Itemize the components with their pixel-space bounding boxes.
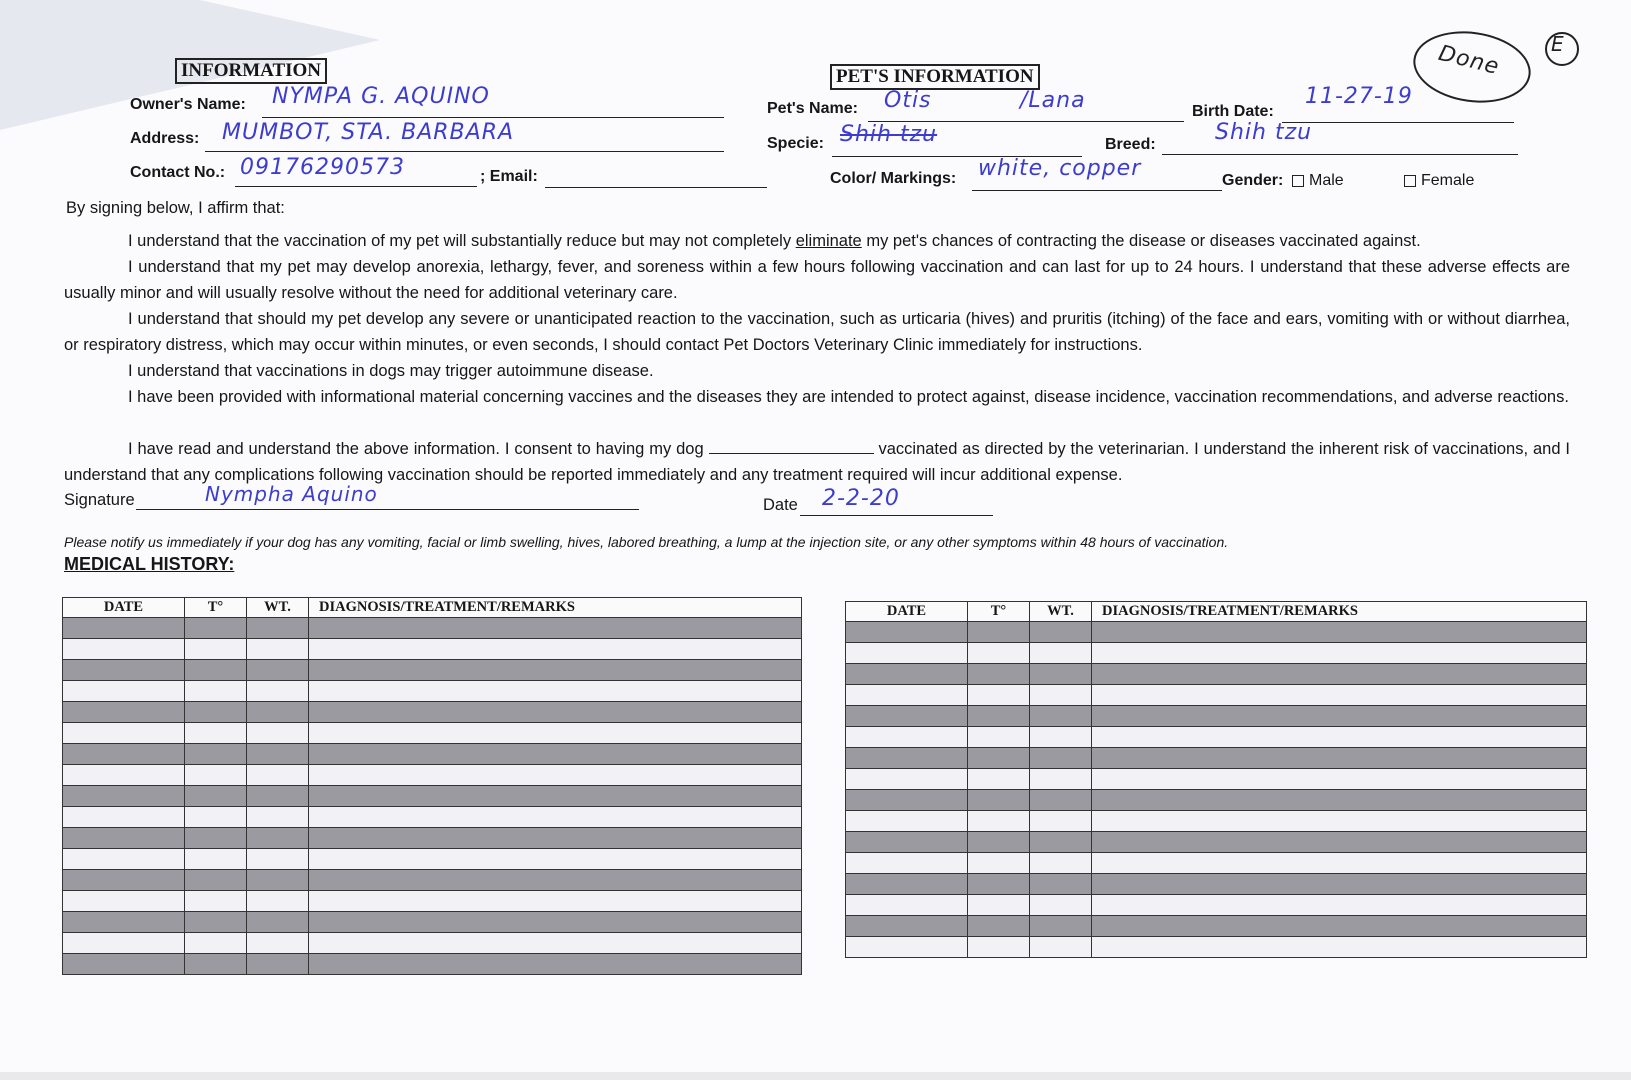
date-cell[interactable] [846, 811, 968, 832]
weight-cell[interactable] [247, 723, 309, 744]
remarks-cell[interactable] [1092, 748, 1587, 769]
birth-date-line [1282, 122, 1514, 123]
temp-cell[interactable] [185, 744, 247, 765]
temp-cell[interactable] [185, 786, 247, 807]
specie-value[interactable]: Shih tzu [840, 122, 938, 147]
remarks-cell[interactable] [309, 639, 802, 660]
birth-date-value[interactable]: 11-27-19 [1305, 84, 1413, 109]
temp-cell[interactable] [968, 622, 1030, 643]
color-markings-line [972, 190, 1222, 191]
remarks-cell[interactable] [309, 618, 802, 639]
temp-cell[interactable] [968, 643, 1030, 664]
color-markings-value[interactable]: white, copper [978, 156, 1142, 181]
remarks-cell[interactable] [1092, 727, 1587, 748]
contact-label: Contact No.: [130, 164, 226, 181]
remarks-cell[interactable] [1092, 706, 1587, 727]
table-row [846, 790, 1587, 811]
remarks-cell[interactable] [309, 933, 802, 954]
table-row [63, 912, 802, 933]
date-cell[interactable] [846, 622, 968, 643]
dog-name-blank[interactable] [709, 439, 874, 454]
table-row [63, 807, 802, 828]
table-row [63, 660, 802, 681]
notification-note: Please notify us immediately if your dog has any vomiting, facial or limb swelling, hives, labored breathing, a lump at the injection site, or any other symptoms within 48 hours of vaccination. [64, 534, 1229, 550]
table-header-row [63, 598, 802, 618]
remarks-cell[interactable] [1092, 664, 1587, 685]
date-cell[interactable] [63, 618, 185, 639]
date-cell[interactable] [63, 660, 185, 681]
temp-cell[interactable] [968, 790, 1030, 811]
email-label: ; Email: [480, 168, 538, 185]
table-row [846, 874, 1587, 895]
date-cell[interactable] [846, 874, 968, 895]
table-row [63, 954, 802, 975]
table-row [846, 706, 1587, 727]
table-row [63, 681, 802, 702]
weight-cell[interactable] [247, 765, 309, 786]
temp-cell[interactable] [185, 681, 247, 702]
contact-line [235, 186, 477, 187]
breed-value[interactable]: Shih tzu [1215, 120, 1313, 145]
date-value: 2-2-20 [822, 486, 900, 511]
temp-cell[interactable] [185, 870, 247, 891]
table-row [846, 643, 1587, 664]
weight-cell[interactable] [247, 828, 309, 849]
table-row [846, 685, 1587, 706]
table-row [846, 811, 1587, 832]
table-row [846, 727, 1587, 748]
weight-cell[interactable] [247, 849, 309, 870]
remarks-cell[interactable] [309, 828, 802, 849]
date-cell[interactable] [63, 639, 185, 660]
weight-cell[interactable] [247, 891, 309, 912]
date-cell[interactable] [846, 937, 968, 958]
weight-column-header: WT. [247, 598, 309, 618]
date-cell[interactable] [63, 828, 185, 849]
remarks-cell[interactable] [1092, 622, 1587, 643]
date-cell[interactable] [63, 807, 185, 828]
remarks-cell[interactable] [1092, 643, 1587, 664]
date-cell[interactable] [63, 933, 185, 954]
medical-history-title: MEDICAL HISTORY: [64, 554, 235, 574]
temp-cell[interactable] [968, 832, 1030, 853]
table-row [63, 618, 802, 639]
date-cell[interactable] [63, 786, 185, 807]
weight-cell[interactable] [1030, 853, 1092, 874]
temp-cell[interactable] [968, 937, 1030, 958]
weight-cell[interactable] [1030, 748, 1092, 769]
remarks-cell[interactable] [1092, 937, 1587, 958]
weight-cell[interactable] [247, 681, 309, 702]
date-cell[interactable] [63, 681, 185, 702]
temp-cell[interactable] [968, 895, 1030, 916]
weight-cell[interactable] [1030, 895, 1092, 916]
date-cell[interactable] [63, 723, 185, 744]
remarks-cell[interactable] [1092, 853, 1587, 874]
breed-label: Breed: [1105, 136, 1156, 153]
temp-cell[interactable] [968, 769, 1030, 790]
temp-cell[interactable] [185, 828, 247, 849]
date-cell[interactable] [63, 849, 185, 870]
date-cell[interactable] [846, 853, 968, 874]
weight-cell[interactable] [1030, 643, 1092, 664]
date-cell[interactable] [846, 727, 968, 748]
temp-cell[interactable] [185, 639, 247, 660]
table-header-row [846, 602, 1587, 622]
weight-cell[interactable] [1030, 685, 1092, 706]
consent-paragraph-3: I understand that should my pet develop any severe or unanticipated reaction to the vaccination, such as urticaria (hives) and pruritis (itching) of the face and ears, vomiting with or without diarrhea, or respiratory distress, which may occur within minutes, or even seconds, I should contact Pet Doctors Veterinary Clinic immediately for instructions. [64, 310, 1570, 354]
breed-line [1162, 154, 1518, 155]
temp-cell[interactable] [185, 765, 247, 786]
weight-cell[interactable] [1030, 706, 1092, 727]
table-row [63, 933, 802, 954]
temp-cell[interactable] [968, 853, 1030, 874]
medical-history-table-right [845, 601, 1587, 958]
weight-cell[interactable] [1030, 874, 1092, 895]
remarks-column-header: DIAGNOSIS/TREATMENT/REMARKS [1092, 602, 1587, 622]
table-row [63, 744, 802, 765]
date-cell[interactable] [63, 744, 185, 765]
owner-name-value[interactable]: NYMPA G. AQUINO [272, 84, 490, 109]
temp-cell[interactable] [185, 849, 247, 870]
weight-cell[interactable] [247, 933, 309, 954]
contact-value[interactable]: 09176290573 [240, 155, 405, 180]
temp-cell[interactable] [968, 874, 1030, 895]
gender-female-option[interactable] [1404, 172, 1474, 190]
address-value[interactable]: MUMBOT, STA. BARBARA [222, 120, 515, 145]
date-cell[interactable] [63, 912, 185, 933]
remarks-cell[interactable] [1092, 832, 1587, 853]
pet-information-header: PET'S INFORMATION [830, 64, 1040, 90]
temp-cell[interactable] [968, 685, 1030, 706]
remarks-cell[interactable] [309, 807, 802, 828]
temp-cell[interactable] [185, 912, 247, 933]
weight-cell[interactable] [1030, 916, 1092, 937]
date-cell[interactable] [63, 702, 185, 723]
table-row [846, 916, 1587, 937]
pet-name-value[interactable]: Otis [884, 88, 932, 113]
remarks-cell[interactable] [309, 786, 802, 807]
color-markings-label: Color/ Markings: [830, 170, 957, 187]
table-row [846, 832, 1587, 853]
done-stamp-text: Done [1435, 40, 1502, 81]
female-checkbox[interactable] [1404, 175, 1416, 187]
table-row [63, 765, 802, 786]
owner-information-header: INFORMATION [175, 58, 327, 84]
consent-intro: By signing below, I affirm that: [66, 199, 285, 217]
female-label: Female [1421, 172, 1475, 189]
date-cell[interactable] [846, 643, 968, 664]
weight-cell[interactable] [247, 954, 309, 975]
temp-cell[interactable] [968, 748, 1030, 769]
remarks-cell[interactable] [309, 744, 802, 765]
temp-column-header: T° [968, 602, 1030, 622]
weight-cell[interactable] [247, 870, 309, 891]
temp-cell[interactable] [968, 811, 1030, 832]
email-line[interactable] [545, 187, 767, 188]
weight-cell[interactable] [247, 660, 309, 681]
signature-line[interactable] [136, 509, 639, 510]
remarks-cell[interactable] [1092, 790, 1587, 811]
date-cell[interactable] [846, 832, 968, 853]
weight-cell[interactable] [247, 912, 309, 933]
remarks-cell[interactable] [309, 681, 802, 702]
consent-paragraph-6: I have read and understand the above information. I consent to having my dog vaccinated as directed by the veterinarian. I understand the inherent risk of vaccinations, and I understand that any complications following vaccination should be reported immediately and any treatment required will incur additional expense. [64, 440, 1570, 484]
remarks-cell[interactable] [1092, 916, 1587, 937]
temp-cell[interactable] [185, 723, 247, 744]
date-cell[interactable] [846, 790, 968, 811]
signature-value: Nympha Aquino [205, 482, 378, 506]
table-row [63, 786, 802, 807]
date-line[interactable] [800, 515, 993, 516]
remarks-cell[interactable] [309, 723, 802, 744]
table-row [846, 769, 1587, 790]
temp-column-header: T° [185, 598, 247, 618]
date-cell[interactable] [63, 954, 185, 975]
remarks-column-header: DIAGNOSIS/TREATMENT/REMARKS [309, 598, 802, 618]
temp-cell[interactable] [968, 664, 1030, 685]
table-row [63, 702, 802, 723]
male-checkbox[interactable] [1292, 175, 1304, 187]
pet-name-value-2[interactable]: /Lana [1020, 88, 1086, 113]
remarks-cell[interactable] [309, 849, 802, 870]
weight-cell[interactable] [1030, 811, 1092, 832]
date-cell[interactable] [846, 895, 968, 916]
remarks-cell[interactable] [309, 870, 802, 891]
temp-cell[interactable] [968, 727, 1030, 748]
weight-cell[interactable] [1030, 832, 1092, 853]
remarks-cell[interactable] [309, 765, 802, 786]
owner-name-line [262, 117, 724, 118]
remarks-cell[interactable] [309, 912, 802, 933]
temp-cell[interactable] [185, 933, 247, 954]
date-column-header: DATE [846, 602, 968, 622]
table-row [846, 853, 1587, 874]
weight-cell[interactable] [1030, 727, 1092, 748]
date-cell[interactable] [846, 685, 968, 706]
address-label: Address: [130, 130, 200, 147]
weight-column-header: WT. [1030, 602, 1092, 622]
owner-name-label: Owner's Name: [130, 96, 246, 113]
eliminate-underlined: eliminate [795, 232, 862, 250]
date-cell[interactable] [63, 765, 185, 786]
consent-paragraph-1: I understand that the vaccination of my pet will substantially reduce but may not completely eliminate my pet's chances of contracting the disease or diseases vaccinated against. [128, 232, 1421, 250]
signature-label: Signature [64, 491, 135, 509]
address-line [205, 151, 724, 152]
date-cell[interactable] [846, 916, 968, 937]
table-row [846, 937, 1587, 958]
date-cell[interactable] [846, 769, 968, 790]
temp-cell[interactable] [968, 706, 1030, 727]
remarks-cell[interactable] [309, 891, 802, 912]
date-cell[interactable] [63, 891, 185, 912]
table-row [846, 748, 1587, 769]
pet-name-label: Pet's Name: [767, 100, 858, 117]
date-label: Date [763, 496, 798, 514]
date-column-header: DATE [63, 598, 185, 618]
specie-label: Specie: [767, 135, 824, 152]
table-row [63, 870, 802, 891]
weight-cell[interactable] [1030, 937, 1092, 958]
consent-paragraph-4: I understand that vaccinations in dogs may trigger autoimmune disease. [128, 362, 654, 380]
table-row [846, 664, 1587, 685]
weight-cell[interactable] [247, 702, 309, 723]
consent-paragraph-2: I understand that my pet may develop anorexia, lethargy, fever, and soreness within a few hours following vaccination and can last for up to 24 hours. I understand that these adverse effects are usually minor and will usually resolve without the need for additional veterinary care. [64, 258, 1570, 302]
weight-cell[interactable] [1030, 790, 1092, 811]
table-row [63, 849, 802, 870]
medical-history-table-left [62, 597, 802, 975]
male-label: Male [1309, 172, 1344, 189]
weight-cell[interactable] [1030, 769, 1092, 790]
temp-cell[interactable] [185, 660, 247, 681]
remarks-cell[interactable] [1092, 685, 1587, 706]
temp-cell[interactable] [968, 916, 1030, 937]
table-row [63, 828, 802, 849]
remarks-cell[interactable] [1092, 769, 1587, 790]
date-cell[interactable] [846, 706, 968, 727]
weight-cell[interactable] [247, 639, 309, 660]
remarks-cell[interactable] [1092, 895, 1587, 916]
weight-cell[interactable] [247, 807, 309, 828]
remarks-cell[interactable] [309, 702, 802, 723]
birth-date-label: Birth Date: [1192, 103, 1274, 120]
table-row [846, 622, 1587, 643]
temp-cell[interactable] [185, 891, 247, 912]
remarks-cell[interactable] [1092, 811, 1587, 832]
temp-cell[interactable] [185, 702, 247, 723]
date-cell[interactable] [846, 664, 968, 685]
table-row [63, 639, 802, 660]
temp-cell[interactable] [185, 807, 247, 828]
temp-cell[interactable] [185, 618, 247, 639]
remarks-cell[interactable] [1092, 874, 1587, 895]
gender-label: Gender: [1222, 172, 1284, 189]
date-cell[interactable] [846, 748, 968, 769]
table-row [846, 895, 1587, 916]
gender-male-option[interactable] [1292, 172, 1344, 190]
consent-paragraph-5: I have been provided with informational material concerning vaccines and the diseases they are intended to protect against, disease incidence, vaccination recommendations, and adverse reactions. [128, 388, 1569, 406]
remarks-cell[interactable] [309, 954, 802, 975]
remarks-cell[interactable] [309, 660, 802, 681]
mark-letter: E [1551, 32, 1565, 56]
temp-cell[interactable] [185, 954, 247, 975]
weight-cell[interactable] [247, 786, 309, 807]
weight-cell[interactable] [1030, 622, 1092, 643]
date-cell[interactable] [63, 870, 185, 891]
weight-cell[interactable] [1030, 664, 1092, 685]
table-row [63, 723, 802, 744]
weight-cell[interactable] [247, 744, 309, 765]
table-row [63, 891, 802, 912]
weight-cell[interactable] [247, 618, 309, 639]
